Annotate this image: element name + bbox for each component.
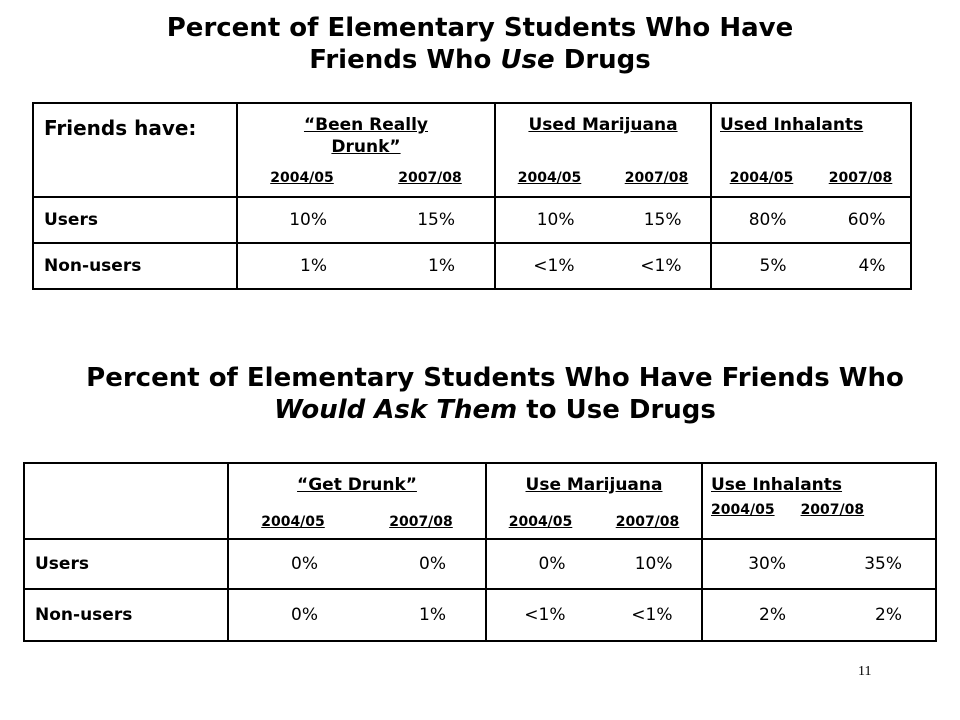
year-label: 2004/05 (729, 170, 794, 186)
year-label: 2007/08 (828, 170, 893, 186)
title-2-line-1: Percent of Elementary Students Who Have Friends Who (86, 363, 904, 393)
row-label-cell (24, 589, 228, 641)
year-label: 2004/05 (517, 170, 582, 186)
table-header-row (24, 463, 936, 539)
year-labels (229, 514, 485, 530)
value-cell (495, 243, 711, 289)
group-label: “Been Really Drunk” (303, 115, 429, 157)
value: 60% (847, 210, 886, 230)
title-2-line-2-post: to Use Drugs (517, 395, 716, 425)
title-1-line-2-italic: Use (500, 45, 555, 75)
group-label: Use Inhalants (711, 475, 843, 495)
value-cell (228, 589, 486, 641)
group-label: Used Inhalants (720, 115, 864, 135)
group-header (237, 103, 495, 197)
value-cell (237, 197, 495, 243)
value: 1% (419, 605, 446, 625)
group-label: Use Marijuana (525, 475, 663, 495)
value-cell (702, 539, 936, 589)
row-label: Non-users (35, 605, 133, 625)
year-label: 2004/05 (711, 502, 775, 518)
group-header (228, 463, 486, 539)
group-header (486, 463, 702, 539)
value-cell (711, 197, 911, 243)
group-label: Used Marijuana (528, 115, 678, 135)
row-label: Users (44, 210, 98, 230)
value: 35% (864, 554, 902, 574)
value: 1% (428, 256, 455, 276)
value: 15% (643, 210, 682, 230)
row-label-cell (33, 197, 237, 243)
table-row (33, 243, 911, 289)
year-label: 2007/08 (615, 514, 680, 530)
value: 2% (759, 605, 786, 625)
year-label: 2007/08 (398, 170, 462, 186)
value-cell (228, 539, 486, 589)
value: 2% (875, 605, 902, 625)
value-cell (711, 243, 911, 289)
value: <1% (631, 605, 673, 625)
value: 0% (291, 554, 318, 574)
value: 5% (759, 256, 787, 276)
title-2 (25, 362, 960, 426)
value: 0% (419, 554, 446, 574)
value-cell (495, 197, 711, 243)
year-labels (712, 170, 910, 186)
value: 1% (300, 256, 327, 276)
value: <1% (524, 605, 566, 625)
value: 10% (536, 210, 575, 230)
title-1-line-1: Percent of Elementary Students Who Have (166, 13, 794, 43)
year-labels (238, 170, 494, 186)
title-2-line-2-italic: Would Ask Them (274, 395, 518, 425)
value: 10% (289, 210, 327, 230)
title-1-line-2 (0, 44, 960, 76)
year-labels (487, 514, 701, 530)
corner-cell (33, 103, 237, 197)
value: 0% (291, 605, 318, 625)
row-label-cell (33, 243, 237, 289)
title-1-line-2-pre: Friends Who (309, 45, 501, 75)
year-labels (703, 502, 935, 518)
table-row (24, 539, 936, 589)
value: <1% (640, 256, 682, 276)
row-label: Users (35, 554, 89, 574)
year-label: 2007/08 (389, 514, 453, 530)
group-header (711, 103, 911, 197)
corner-cell (24, 463, 228, 539)
corner-label: Friends have: (44, 116, 197, 140)
group-header (495, 103, 711, 197)
value-cell (486, 589, 702, 641)
value: 10% (634, 554, 673, 574)
year-label: 2004/05 (508, 514, 573, 530)
friends-ask-table (23, 462, 937, 642)
year-label: 2004/05 (261, 514, 325, 530)
table-header-row (33, 103, 911, 197)
title-1 (0, 12, 960, 76)
title-1-line-2-post: Drugs (554, 45, 651, 75)
year-label: 2007/08 (624, 170, 689, 186)
year-labels (496, 170, 710, 186)
value-cell (486, 539, 702, 589)
table-row (24, 589, 936, 641)
value: <1% (533, 256, 575, 276)
value: 80% (748, 210, 787, 230)
table-row (33, 197, 911, 243)
value: 0% (538, 554, 566, 574)
value-cell (237, 243, 495, 289)
year-label: 2007/08 (800, 502, 865, 518)
corner-label (25, 464, 227, 476)
row-label-cell (24, 539, 228, 589)
row-label: Non-users (44, 256, 142, 276)
page-number: 11 (858, 664, 872, 679)
value: 30% (748, 554, 786, 574)
group-label: “Get Drunk” (297, 475, 417, 495)
year-label: 2004/05 (270, 170, 334, 186)
title-2-line-2 (25, 394, 960, 426)
value-cell (702, 589, 936, 641)
value: 15% (417, 210, 455, 230)
friends-use-table (32, 102, 912, 290)
group-header (702, 463, 936, 539)
value: 4% (858, 256, 886, 276)
